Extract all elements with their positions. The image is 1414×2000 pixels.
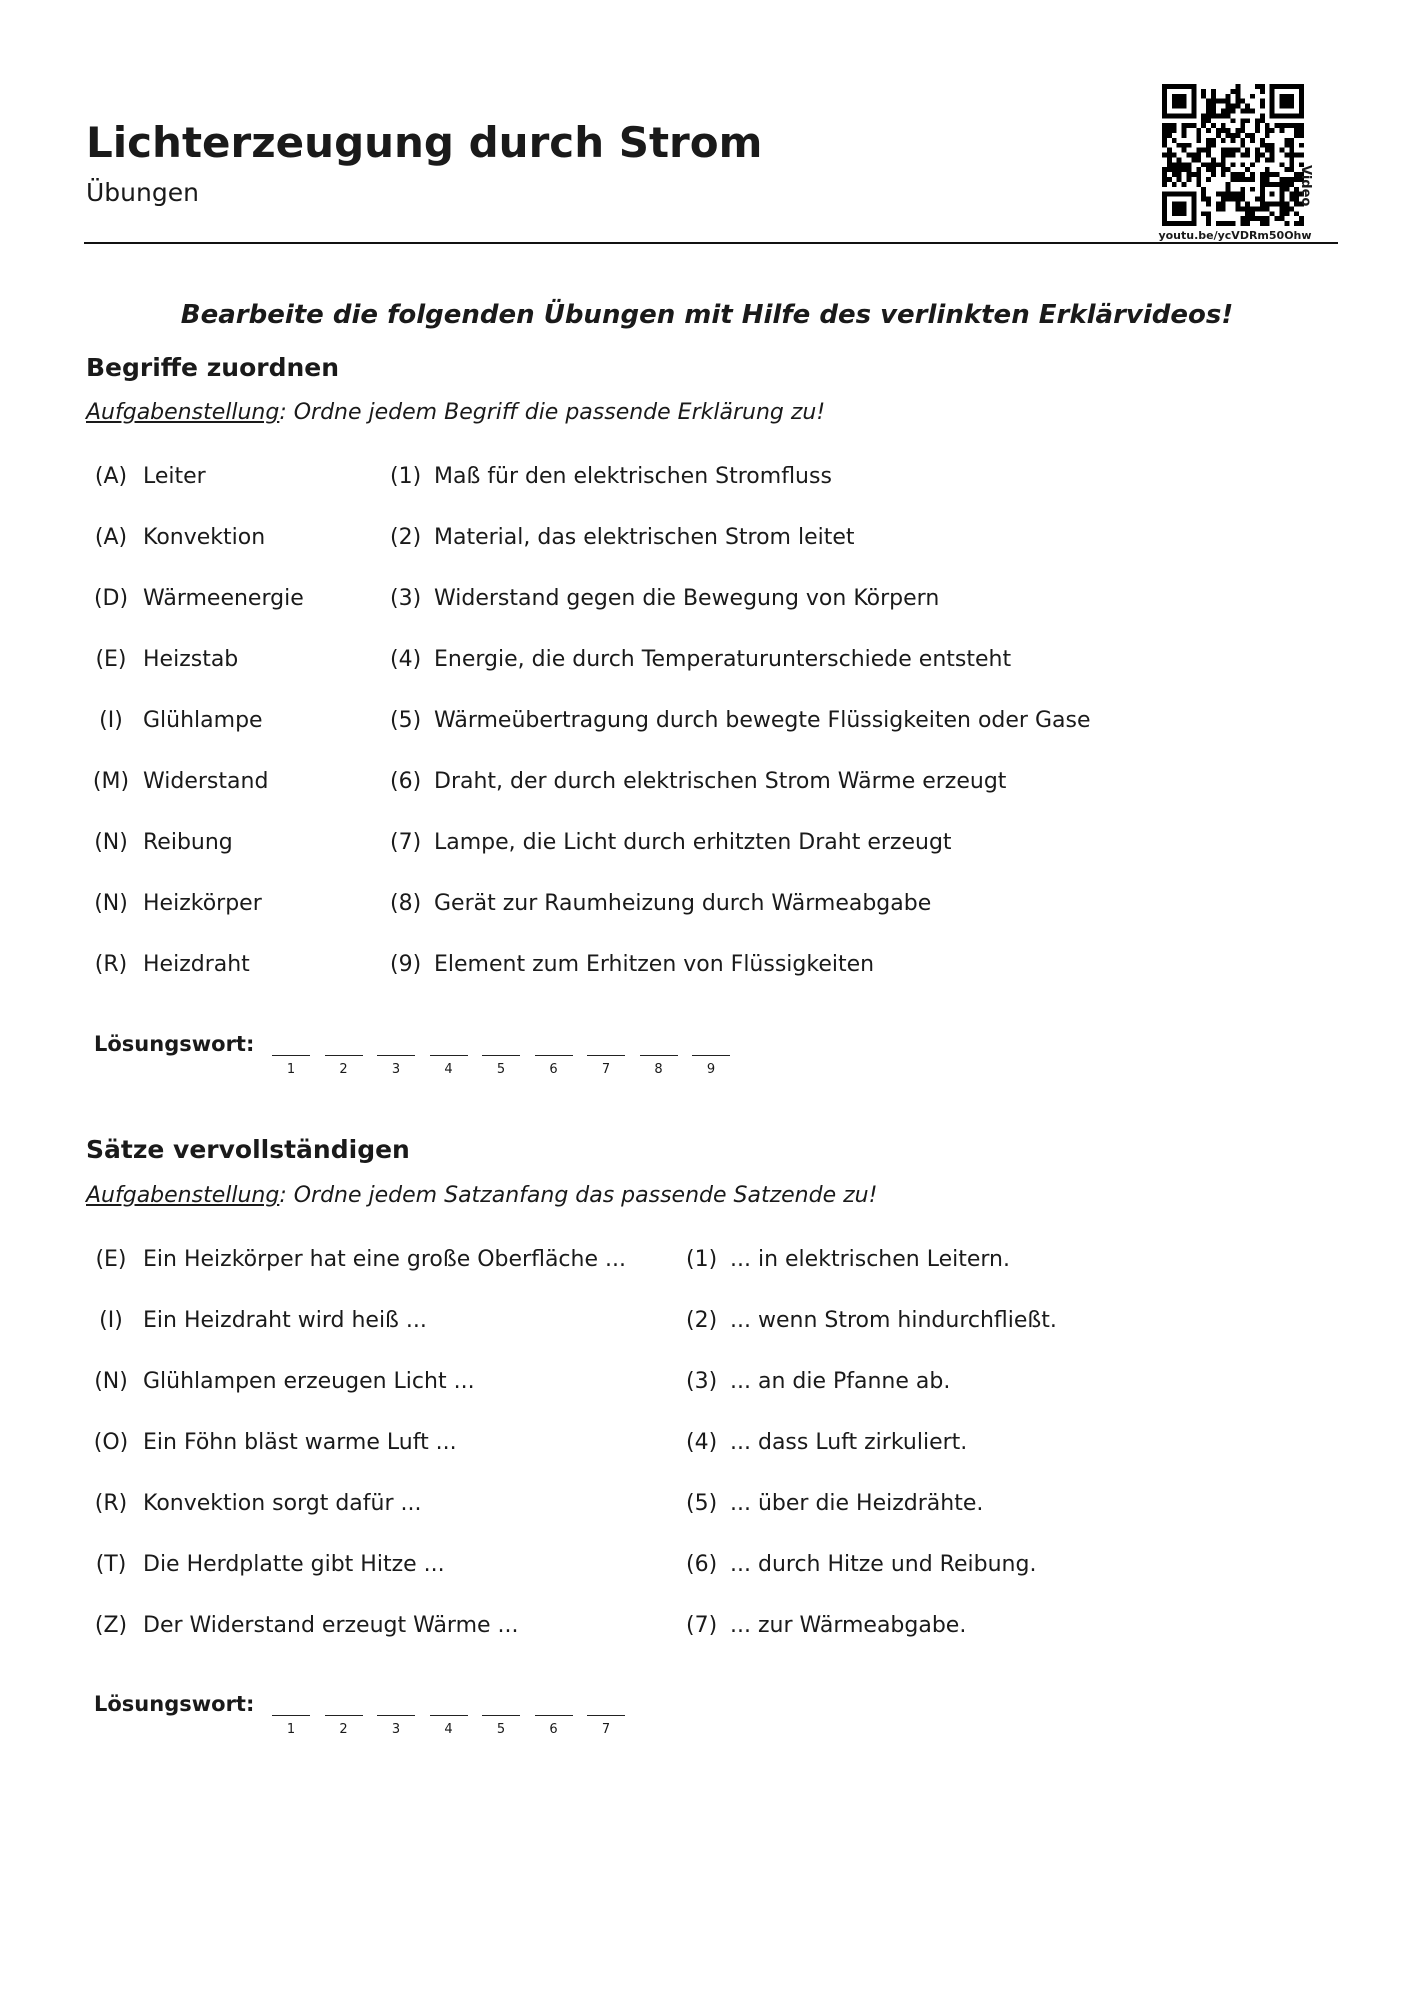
task-label: Aufgabenstellung: [86, 1183, 280, 1208]
qr-code-icon[interactable]: [1162, 84, 1304, 226]
blank-line: [377, 1715, 415, 1716]
ending-number: (3): [686, 1369, 718, 1394]
sentence-start: Ein Heizdraht wird heiß ...: [143, 1308, 427, 1333]
blank-number: 6: [549, 1722, 558, 1737]
solution-label: Lösungswort:: [94, 1032, 255, 1056]
term-letter: (I): [99, 708, 123, 733]
blank-number: 8: [654, 1062, 663, 1077]
term-letter: (R): [94, 952, 128, 977]
ending-number: (5): [686, 1491, 718, 1516]
blank-number: 5: [496, 1062, 506, 1077]
header-divider: [84, 242, 1338, 244]
definition-number: (8): [390, 891, 422, 916]
blank-line: [587, 1715, 625, 1716]
blank-line: [325, 1055, 363, 1056]
sentence-start: Konvektion sorgt dafür ...: [143, 1491, 422, 1516]
term-text: Heizdraht: [143, 952, 250, 977]
sentence-letter: (Z): [94, 1613, 128, 1638]
ending-number: (2): [686, 1308, 718, 1333]
term-letter: (M): [92, 769, 130, 794]
term-text: Leiter: [143, 464, 206, 489]
task-description: [86, 402, 825, 424]
definition-number: (9): [390, 952, 422, 977]
definition-number: (1): [390, 464, 422, 489]
definition-number: (3): [390, 586, 422, 611]
blank-number: 6: [549, 1062, 558, 1077]
blank-number: 4: [444, 1062, 453, 1077]
blank-line: [325, 1715, 363, 1716]
definition-text: Gerät zur Raumheizung durch Wärmeabgabe: [434, 891, 932, 916]
sentence-letter: (O): [93, 1430, 129, 1455]
blank-number: 3: [391, 1062, 401, 1077]
blank-number: 1: [286, 1062, 296, 1077]
term-letter: (N): [94, 830, 128, 855]
blank-number: 7: [601, 1722, 611, 1737]
term-text: Reibung: [143, 830, 233, 855]
definition-text: Material, das elektrischen Strom leitet: [434, 525, 855, 550]
section-heading-saetze: Sätze vervollständigen: [86, 1135, 410, 1164]
task-label: Aufgabenstellung: [86, 400, 280, 425]
term-text: Wärmeenergie: [143, 586, 304, 611]
blank-number: 5: [496, 1722, 506, 1737]
section-heading-begriffe: Begriffe zuordnen: [86, 353, 340, 382]
sentence-end: ... an die Pfanne ab.: [730, 1369, 951, 1394]
definition-text: Maß für den elektrischen Stromfluss: [434, 464, 832, 489]
definition-text: Element zum Erhitzen von Flüssigkeiten: [434, 952, 875, 977]
sentence-letter: (E): [95, 1247, 127, 1272]
term-text: Glühlampe: [143, 708, 263, 733]
instruction-text: Bearbeite die folgenden Übungen mit Hilfe des verlinkten Erklärvideos!: [180, 300, 1234, 330]
sentence-letter: (I): [99, 1308, 123, 1333]
sentence-end: ... dass Luft zirkuliert.: [730, 1430, 968, 1455]
blank-line: [640, 1055, 678, 1056]
term-text: Heizkörper: [143, 891, 262, 916]
ending-number: (7): [686, 1613, 718, 1638]
blank-line: [272, 1715, 310, 1716]
definition-text: Wärmeübertragung durch bewegte Flüssigkeiten oder Gase: [434, 708, 1091, 733]
task-description: [86, 1185, 877, 1207]
sentence-letter: (R): [94, 1491, 128, 1516]
task-text: : Ordne jedem Begriff die passende Erklärung zu!: [279, 400, 826, 425]
blank-line: [482, 1055, 520, 1056]
blank-line: [482, 1715, 520, 1716]
sentence-letter: (N): [94, 1369, 128, 1394]
ending-number: (1): [686, 1247, 718, 1272]
page-subtitle: Übungen: [86, 178, 199, 207]
blank-line: [587, 1055, 625, 1056]
blank-number: 2: [339, 1722, 348, 1737]
blank-number: 1: [286, 1722, 296, 1737]
term-letter: (D): [93, 586, 129, 611]
sentence-start: Ein Heizkörper hat eine große Oberfläche ...: [143, 1247, 626, 1272]
definition-text: Draht, der durch elektrischen Strom Wärme erzeugt: [434, 769, 1007, 794]
blank-line: [430, 1715, 468, 1716]
blank-line: [535, 1055, 573, 1056]
blank-number: 7: [601, 1062, 611, 1077]
blank-number: 3: [391, 1722, 401, 1737]
blank-line: [377, 1055, 415, 1056]
term-letter: (N): [94, 891, 128, 916]
definition-number: (4): [390, 647, 422, 672]
solution-label: Lösungswort:: [94, 1692, 255, 1716]
page-title: Lichterzeugung durch Strom: [86, 118, 763, 167]
sentence-start: Ein Föhn bläst warme Luft ...: [143, 1430, 457, 1455]
blank-number: 4: [444, 1722, 453, 1737]
sentence-start: Die Herdplatte gibt Hitze ...: [143, 1552, 445, 1577]
sentence-end: ... wenn Strom hindurchfließt.: [730, 1308, 1057, 1333]
ending-number: (4): [686, 1430, 718, 1455]
term-letter: (E): [95, 647, 127, 672]
term-letter: (A): [94, 464, 128, 489]
sentence-end: ... in elektrischen Leitern.: [730, 1247, 1010, 1272]
term-text: Widerstand: [143, 769, 269, 794]
definition-number: (2): [390, 525, 422, 550]
ending-number: (6): [686, 1552, 718, 1577]
sentence-start: Glühlampen erzeugen Licht ...: [143, 1369, 475, 1394]
definition-number: (7): [390, 830, 422, 855]
definition-number: (5): [390, 708, 422, 733]
definition-text: Widerstand gegen die Bewegung von Körpern: [434, 586, 940, 611]
sentence-letter: (T): [95, 1552, 127, 1577]
blank-line: [692, 1055, 730, 1056]
definition-number: (6): [390, 769, 422, 794]
definition-text: Energie, die durch Temperaturunterschiede entsteht: [434, 647, 1012, 672]
definition-text: Lampe, die Licht durch erhitzten Draht erzeugt: [434, 830, 952, 855]
blank-line: [272, 1055, 310, 1056]
sentence-end: ... durch Hitze und Reibung.: [730, 1552, 1037, 1577]
term-letter: (A): [94, 525, 128, 550]
qr-link-caption[interactable]: youtu.be/ycVDRm50Ohw: [1158, 229, 1312, 242]
video-label: Video: [1298, 165, 1313, 207]
blank-line: [535, 1715, 573, 1716]
sentence-end: ... über die Heizdrähte.: [730, 1491, 984, 1516]
task-text: : Ordne jedem Satzanfang das passende Satzende zu!: [279, 1183, 878, 1208]
sentence-end: ... zur Wärmeabgabe.: [730, 1613, 967, 1638]
sentence-start: Der Widerstand erzeugt Wärme ...: [143, 1613, 519, 1638]
blank-line: [430, 1055, 468, 1056]
term-text: Heizstab: [143, 647, 239, 672]
blank-number: 2: [339, 1062, 348, 1077]
blank-number: 9: [706, 1062, 716, 1077]
term-text: Konvektion: [143, 525, 266, 550]
